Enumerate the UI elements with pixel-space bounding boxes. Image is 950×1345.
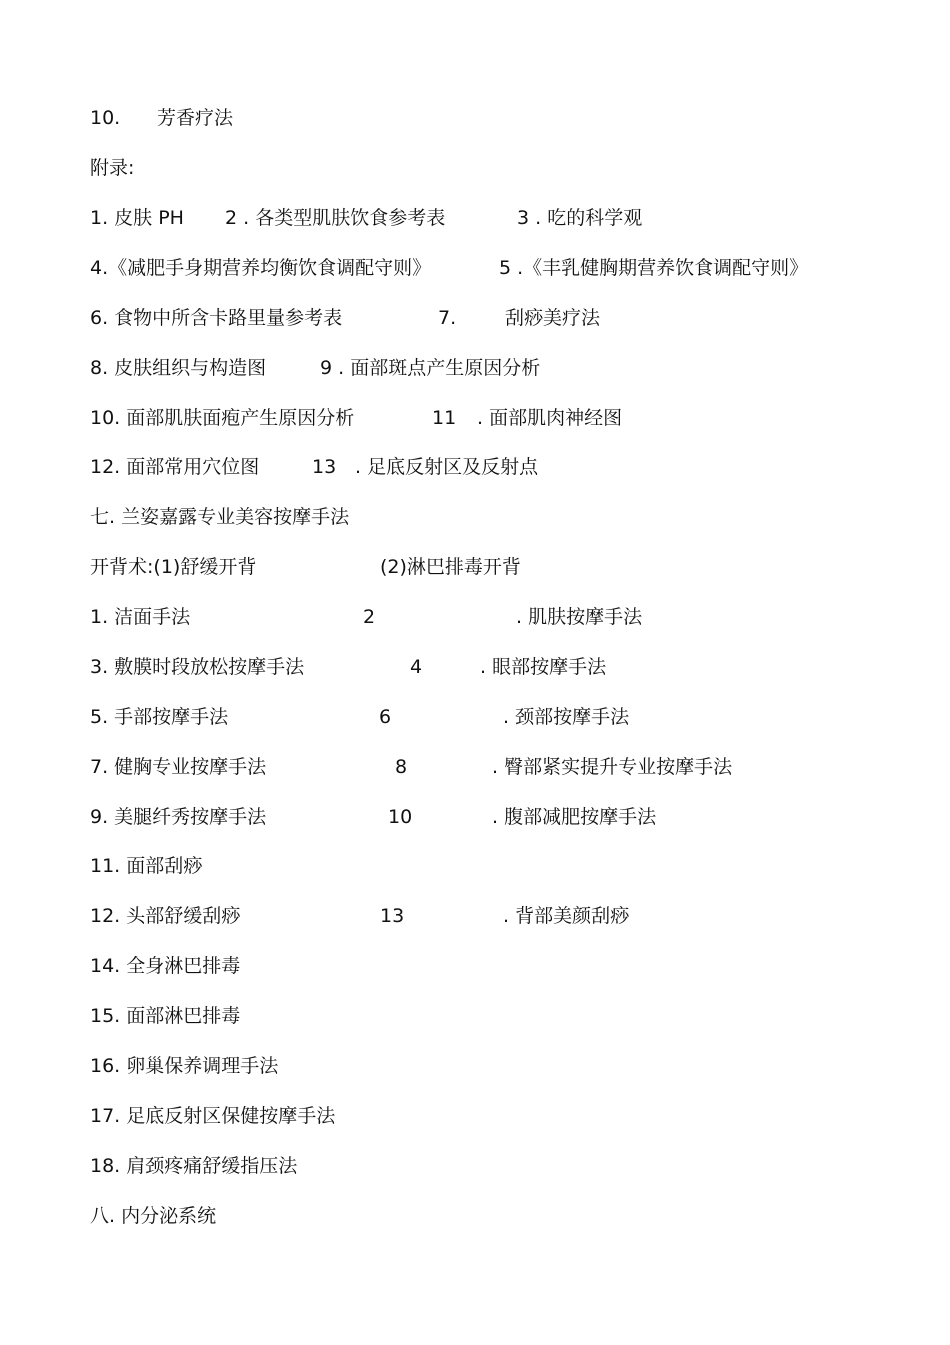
line-text: 16. 卵巢保养调理手法 [90, 1055, 279, 1077]
line-text: 7. 健胸专业按摩手法 [90, 756, 267, 778]
line-number: 4 [410, 656, 423, 678]
line-text: . 肌肤按摩手法 [516, 606, 643, 628]
line-text: 15. 面部淋巴排毒 [90, 1005, 241, 1027]
line-text: 1. 洁面手法 [90, 606, 191, 628]
line-text: 9 . 面部斑点产生原因分析 [320, 357, 541, 379]
line-text: 17. 足底反射区保健按摩手法 [90, 1105, 336, 1127]
line-text: (2)淋巴排毒开背 [380, 556, 521, 578]
line-text: . 臀部紧实提升专业按摩手法 [492, 756, 733, 778]
line-text: 刮痧美疗法 [505, 307, 601, 329]
line-text: 七. 兰姿嘉露专业美容按摩手法 [90, 506, 350, 528]
line-number: 6 [379, 706, 392, 728]
line-text: . 颈部按摩手法 [503, 706, 630, 728]
line-text: 18. 肩颈疼痛舒缓指压法 [90, 1155, 298, 1177]
line-text: 10. 面部肌肤面疱产生原因分析 [90, 407, 355, 429]
line-number: 10. [90, 107, 121, 129]
line-text: . 眼部按摩手法 [480, 656, 607, 678]
line-text: . 面部肌肉神经图 [477, 407, 623, 429]
line-text: 5 .《丰乳健胸期营养饮食调配守则》 [499, 257, 809, 279]
line-text: 3. 敷膜时段放松按摩手法 [90, 656, 305, 678]
line-text: 2 . 各类型肌肤饮食参考表 [225, 207, 446, 229]
line-number: 7. [438, 307, 457, 329]
line-text: 芳香疗法 [157, 107, 234, 129]
line-number: 8 [395, 756, 408, 778]
line-text: 12. 面部常用穴位图 [90, 456, 260, 478]
line-number: 2 [363, 606, 376, 628]
line-number: 10 [388, 806, 413, 828]
line-text: 8. 皮肤组织与构造图 [90, 357, 267, 379]
line-text: 11. 面部刮痧 [90, 855, 203, 877]
line-text: . 足底反射区及反射点 [355, 456, 539, 478]
line-text: 3 . 吃的科学观 [517, 207, 643, 229]
line-text: 4.《减肥手身期营养均衡饮食调配守则》 [90, 257, 432, 279]
line-text: 开背术:(1)舒缓开背 [90, 556, 257, 578]
line-number: 11 [432, 407, 457, 429]
line-number: 13 [380, 905, 405, 927]
line-text: 5. 手部按摩手法 [90, 706, 229, 728]
line-text: 1. 皮肤 PH [90, 207, 184, 229]
line-text: 12. 头部舒缓刮痧 [90, 905, 241, 927]
line-text: 6. 食物中所含卡路里量参考表 [90, 307, 343, 329]
line-text: 9. 美腿纤秀按摩手法 [90, 806, 267, 828]
line-text: . 背部美颜刮痧 [503, 905, 630, 927]
line-text: 八. 内分泌系统 [90, 1205, 217, 1227]
line-text: 14. 全身淋巴排毒 [90, 955, 241, 977]
line-text: . 腹部减肥按摩手法 [492, 806, 657, 828]
line-text: 附录: [90, 157, 135, 179]
line-number: 13 [312, 456, 337, 478]
